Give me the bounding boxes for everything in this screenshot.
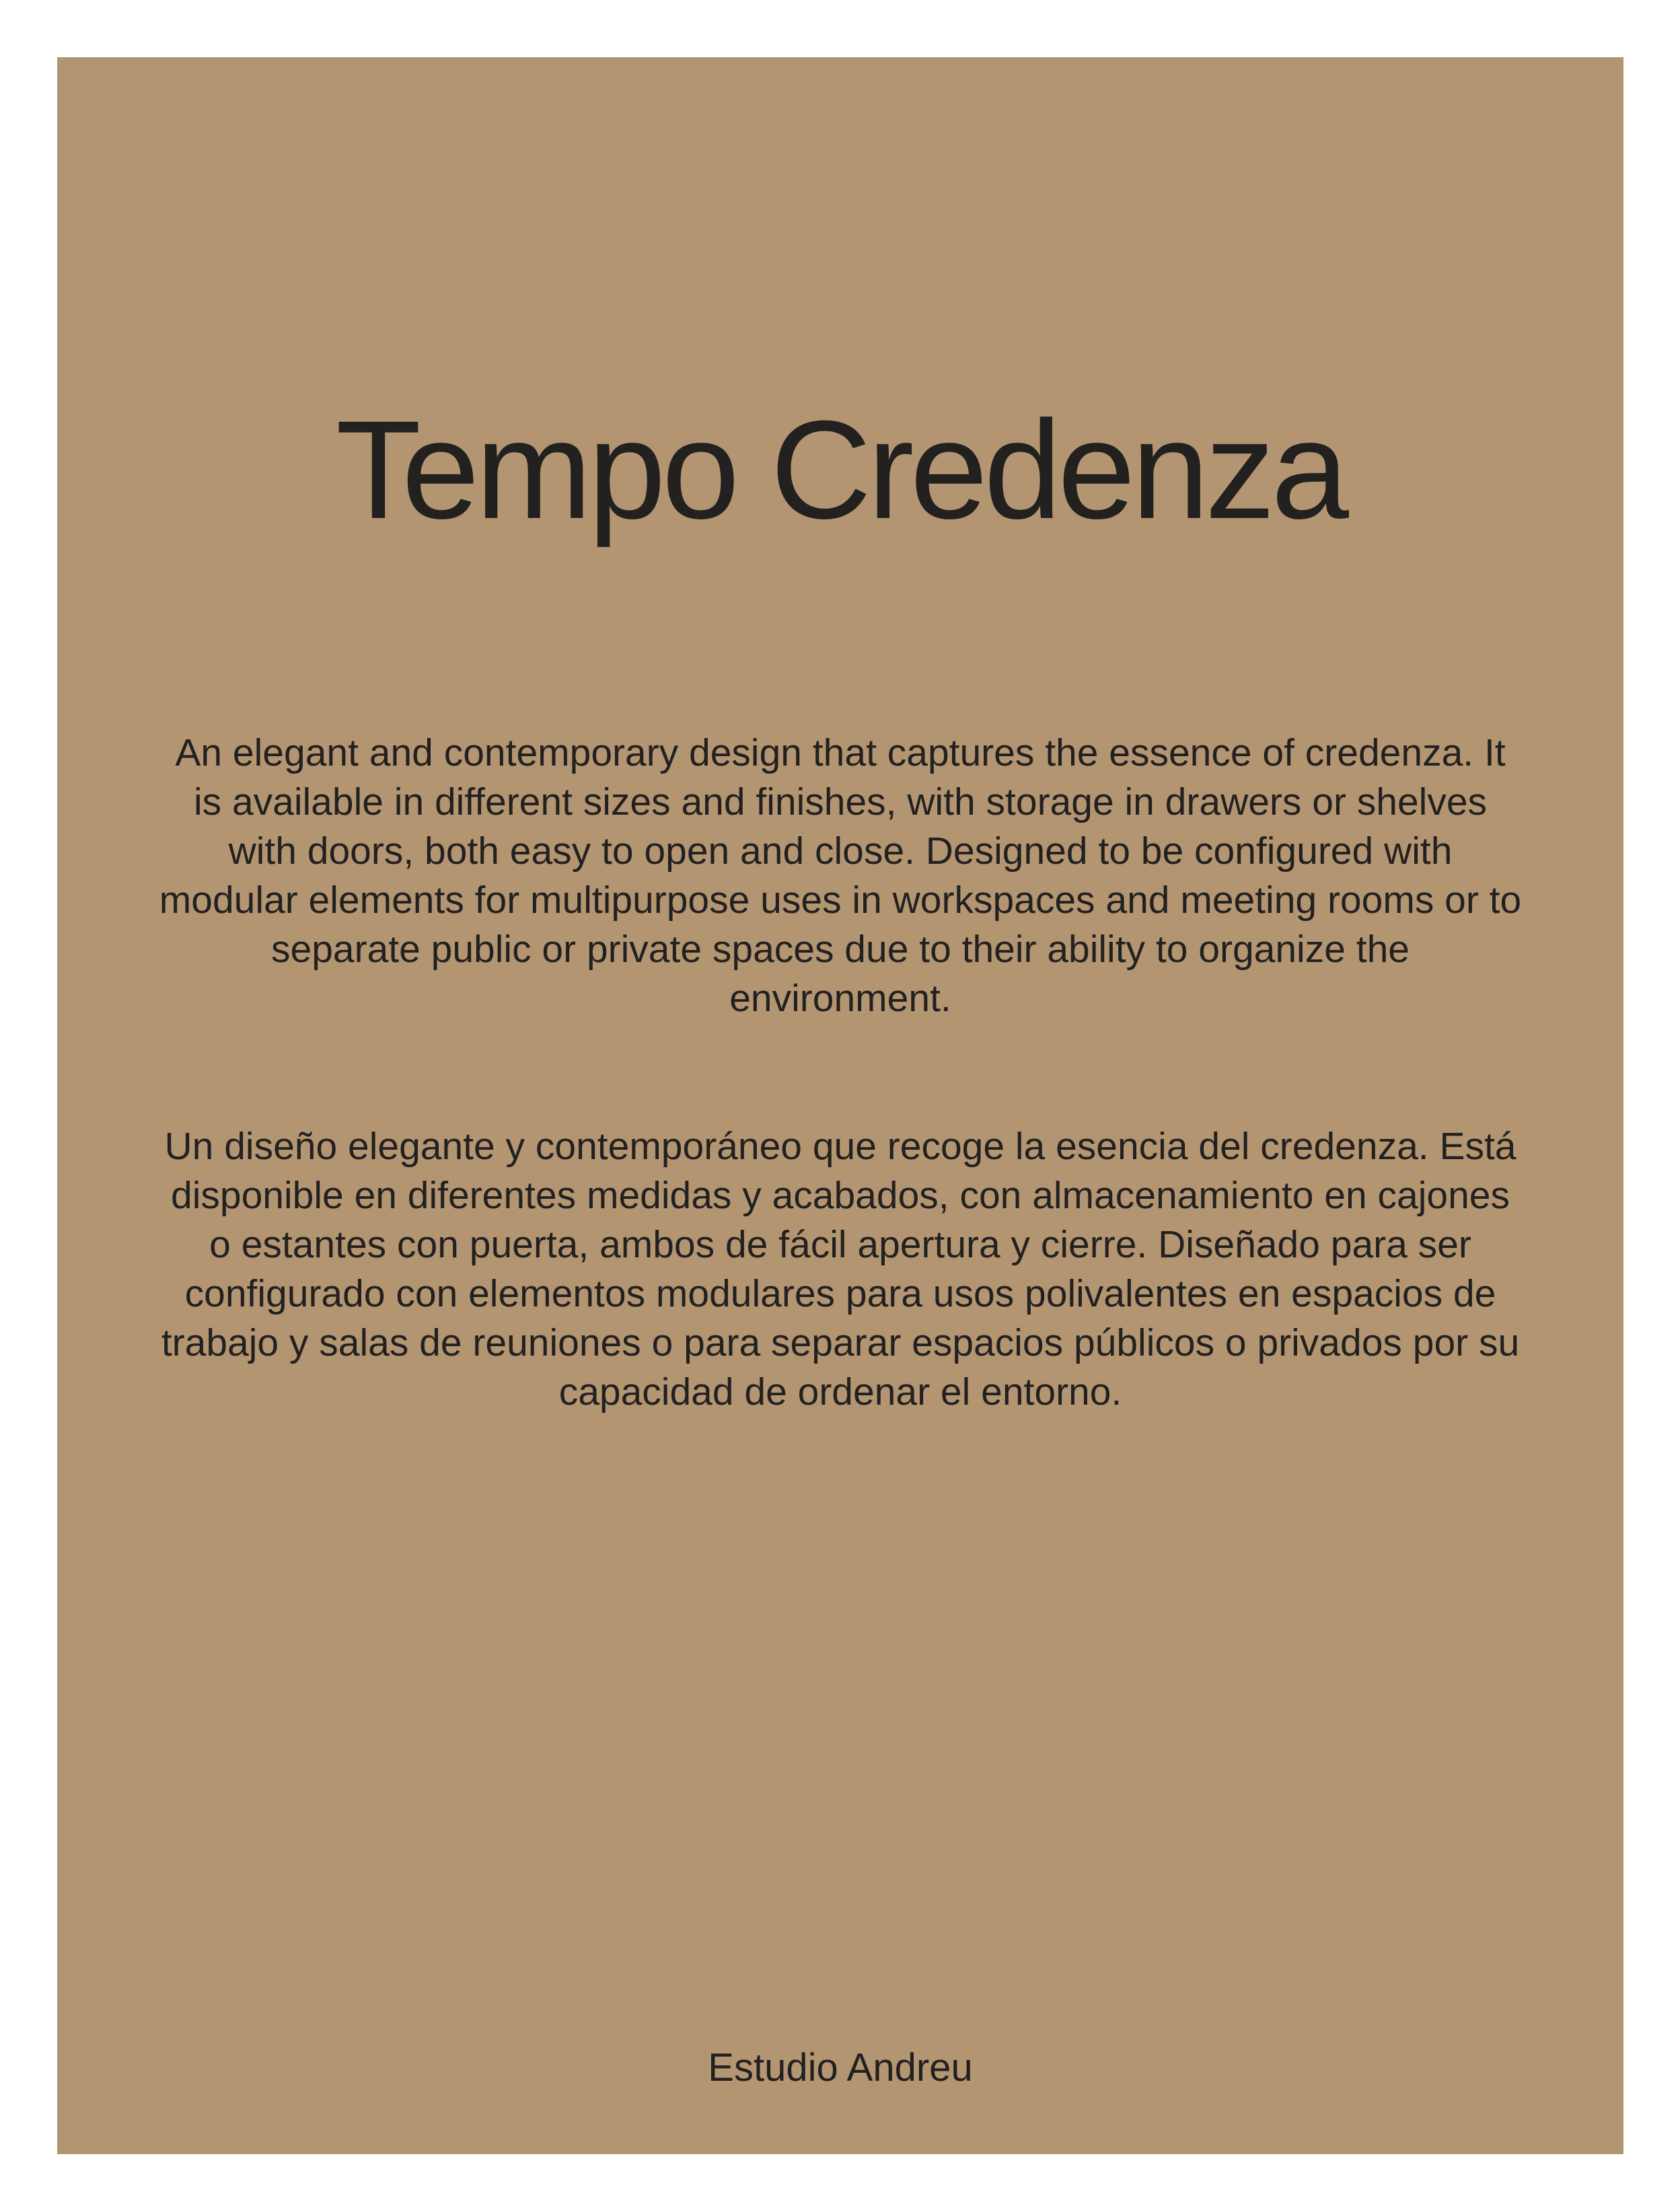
designer-credit: Estudio Andreu	[708, 2046, 973, 2090]
description-english: An elegant and contemporary design that captures the essence of credenza. It is available in different sizes and finishes, with storage in drawers or shelves with doors, both easy to open and close. Designed to be configured with modular elements for multipurpose uses in workspaces and meeting rooms or to separate public or private spaces due to their ability to organize the environment.	[159, 731, 1522, 1020]
description-spanish: Un diseño elegante y contemporáneo que recoge la esencia del credenza. Está disponible en diferentes medidas y acabados, con almacenamiento en cajones o estantes con puerta, ambos de fácil apertura y cierre. Diseñado para ser configurado con elementos modulares para usos polivalentes en espacios de trabajo y salas de reuniones o para separar espacios públicos o privados por su capacidad de ordenar el entorno.	[161, 1125, 1520, 1413]
cover-panel	[57, 57, 1623, 2154]
product-title: Tempo Credenza	[336, 392, 1345, 548]
